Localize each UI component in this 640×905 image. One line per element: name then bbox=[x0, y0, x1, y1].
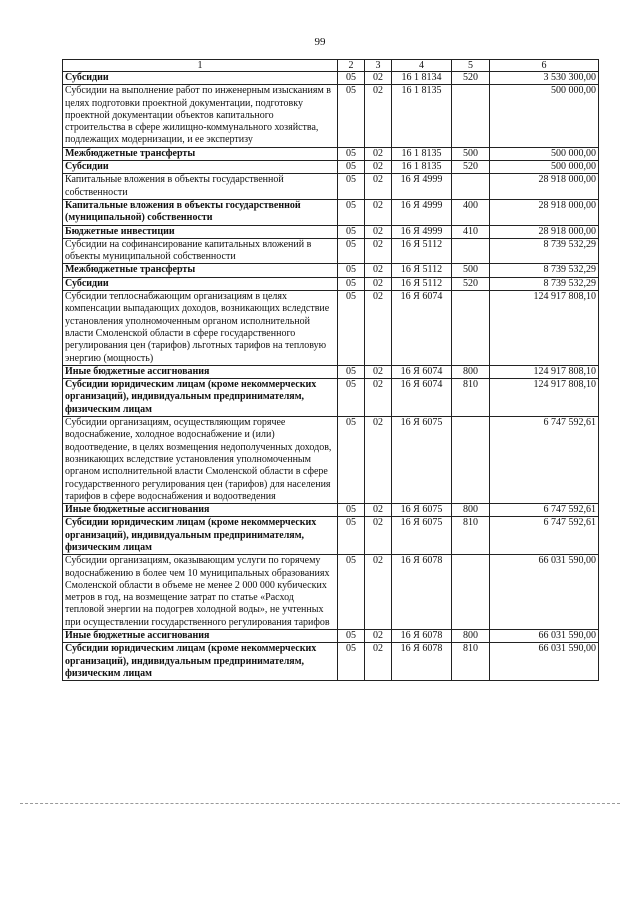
row-expense-type: 520 bbox=[452, 161, 490, 174]
row-name: Бюджетные инвестиции bbox=[63, 225, 338, 238]
row-target-code: 16 1 8135 bbox=[392, 161, 452, 174]
footer-divider bbox=[20, 803, 620, 804]
row-section: 05 bbox=[338, 72, 365, 85]
row-name: Субсидии на софинансирование капитальных вложений в объекты муниципальной собственности bbox=[63, 238, 338, 264]
row-target-code: 16 Я 6074 bbox=[392, 379, 452, 417]
row-target-code: 16 Я 4999 bbox=[392, 199, 452, 225]
row-name: Субсидии юридическим лицам (кроме некоммерческих организаций), индивидуальным предпринимателям, физическим лицам bbox=[63, 517, 338, 555]
row-subsection: 02 bbox=[365, 417, 392, 504]
table-row bbox=[63, 225, 599, 238]
row-name: Иные бюджетные ассигнования bbox=[63, 630, 338, 643]
row-expense-type bbox=[452, 238, 490, 264]
row-amount: 28 918 000,00 bbox=[490, 174, 599, 200]
row-amount: 66 031 590,00 bbox=[490, 643, 599, 681]
table-row bbox=[63, 643, 599, 681]
header-col-5: 5 bbox=[452, 60, 490, 72]
row-name: Субсидии теплоснабжающим организациям в целях компенсации выпадающих доходов, возникающих вследствие установления уполномоченным органом исполнительной власти Смоленской области в сфере государственного регулирования цен (тарифов) льготных тарифов на тепловую энергию (мощность) bbox=[63, 291, 338, 366]
table-row bbox=[63, 555, 599, 630]
row-target-code: 16 Я 6078 bbox=[392, 630, 452, 643]
row-amount: 8 739 532,29 bbox=[490, 264, 599, 277]
row-expense-type: 520 bbox=[452, 72, 490, 85]
row-name: Межбюджетные трансферты bbox=[63, 264, 338, 277]
row-target-code: 16 Я 5112 bbox=[392, 277, 452, 290]
row-expense-type: 410 bbox=[452, 225, 490, 238]
row-expense-type: 400 bbox=[452, 199, 490, 225]
row-name: Субсидии на выполнение работ по инженерным изысканиям в целях подготовки проектной документации, подготовку проектной документации объектов капитального строительства в сфере жилищно-коммунального хозяйства, подлежащих модернизации, и ее экспертизу bbox=[63, 85, 338, 147]
row-name: Субсидии организациям, оказывающим услуги по горячему водоснабжению в более чем 10 муниципальных образованиях Смоленской области в объеме не менее 2 000 000 кубических метров в год, на возмещение затрат по статье «Расход тепловой энергии на подогрев холодной воды», не учтенных при осуществлении государственного регулирования тарифов bbox=[63, 555, 338, 630]
row-subsection: 02 bbox=[365, 643, 392, 681]
row-section: 05 bbox=[338, 504, 365, 517]
row-expense-type bbox=[452, 85, 490, 147]
row-name: Субсидии организациям, осуществляющим горячее водоснабжение, холодное водоснабжение и (или) водоотведение, в целях возмещения недополученных доходов, возникающих вследствие установления уполномоченным органом исполнительной власти Смоленской области в сфере государственного регулирования цен (тарифов) для населения тарифов в сфере водоснабжения и водоотведения bbox=[63, 417, 338, 504]
row-expense-type: 800 bbox=[452, 630, 490, 643]
table-row bbox=[63, 199, 599, 225]
row-expense-type bbox=[452, 417, 490, 504]
row-amount: 8 739 532,29 bbox=[490, 238, 599, 264]
row-name: Субсидии bbox=[63, 72, 338, 85]
row-section: 05 bbox=[338, 238, 365, 264]
header-col-4: 4 bbox=[392, 60, 452, 72]
row-section: 05 bbox=[338, 174, 365, 200]
row-subsection: 02 bbox=[365, 517, 392, 555]
row-section: 05 bbox=[338, 147, 365, 160]
row-target-code: 16 Я 6078 bbox=[392, 555, 452, 630]
row-section: 05 bbox=[338, 555, 365, 630]
row-section: 05 bbox=[338, 417, 365, 504]
row-target-code: 16 Я 6074 bbox=[392, 291, 452, 366]
row-amount: 6 747 592,61 bbox=[490, 504, 599, 517]
header-row bbox=[63, 60, 599, 72]
row-expense-type bbox=[452, 555, 490, 630]
row-expense-type: 800 bbox=[452, 504, 490, 517]
row-subsection: 02 bbox=[365, 147, 392, 160]
row-name: Субсидии bbox=[63, 277, 338, 290]
row-amount: 124 917 808,10 bbox=[490, 291, 599, 366]
row-subsection: 02 bbox=[365, 199, 392, 225]
table-row bbox=[63, 291, 599, 366]
row-section: 05 bbox=[338, 277, 365, 290]
row-target-code: 16 Я 5112 bbox=[392, 264, 452, 277]
row-name: Капитальные вложения в объекты государственной (муниципальной) собственности bbox=[63, 199, 338, 225]
row-section: 05 bbox=[338, 161, 365, 174]
row-section: 05 bbox=[338, 264, 365, 277]
row-target-code: 16 1 8135 bbox=[392, 147, 452, 160]
row-expense-type: 810 bbox=[452, 643, 490, 681]
table-row bbox=[63, 85, 599, 147]
table-row bbox=[63, 504, 599, 517]
row-target-code: 16 Я 6078 bbox=[392, 643, 452, 681]
row-target-code: 16 Я 6075 bbox=[392, 517, 452, 555]
row-name: Капитальные вложения в объекты государственной собственности bbox=[63, 174, 338, 200]
row-subsection: 02 bbox=[365, 264, 392, 277]
row-subsection: 02 bbox=[365, 85, 392, 147]
row-expense-type: 810 bbox=[452, 379, 490, 417]
row-expense-type: 800 bbox=[452, 365, 490, 378]
row-name: Субсидии bbox=[63, 161, 338, 174]
row-amount: 124 917 808,10 bbox=[490, 379, 599, 417]
page-number: 99 bbox=[314, 36, 326, 48]
row-amount: 500 000,00 bbox=[490, 85, 599, 147]
table-row bbox=[63, 630, 599, 643]
row-expense-type: 500 bbox=[452, 264, 490, 277]
row-target-code: 16 Я 4999 bbox=[392, 174, 452, 200]
row-subsection: 02 bbox=[365, 225, 392, 238]
table-row bbox=[63, 238, 599, 264]
row-expense-type bbox=[452, 174, 490, 200]
row-expense-type: 520 bbox=[452, 277, 490, 290]
table-body bbox=[63, 72, 599, 681]
row-section: 05 bbox=[338, 291, 365, 366]
row-expense-type bbox=[452, 291, 490, 366]
row-subsection: 02 bbox=[365, 238, 392, 264]
row-target-code: 16 Я 4999 bbox=[392, 225, 452, 238]
row-target-code: 16 Я 6074 bbox=[392, 365, 452, 378]
row-target-code: 16 Я 5112 bbox=[392, 238, 452, 264]
row-name: Иные бюджетные ассигнования bbox=[63, 504, 338, 517]
header-col-6: 6 bbox=[490, 60, 599, 72]
row-subsection: 02 bbox=[365, 161, 392, 174]
row-section: 05 bbox=[338, 630, 365, 643]
row-amount: 6 747 592,61 bbox=[490, 417, 599, 504]
table-row bbox=[63, 517, 599, 555]
row-name: Субсидии юридическим лицам (кроме некоммерческих организаций), индивидуальным предпринимателям, физическим лицам bbox=[63, 379, 338, 417]
row-name: Межбюджетные трансферты bbox=[63, 147, 338, 160]
row-expense-type: 810 bbox=[452, 517, 490, 555]
row-section: 05 bbox=[338, 379, 365, 417]
budget-table bbox=[62, 59, 599, 681]
row-subsection: 02 bbox=[365, 291, 392, 366]
row-subsection: 02 bbox=[365, 277, 392, 290]
row-target-code: 16 1 8135 bbox=[392, 85, 452, 147]
row-target-code: 16 Я 6075 bbox=[392, 504, 452, 517]
row-subsection: 02 bbox=[365, 504, 392, 517]
row-name: Иные бюджетные ассигнования bbox=[63, 365, 338, 378]
row-amount: 8 739 532,29 bbox=[490, 277, 599, 290]
header-col-3: 3 bbox=[365, 60, 392, 72]
row-amount: 66 031 590,00 bbox=[490, 555, 599, 630]
table-row bbox=[63, 417, 599, 504]
table-row bbox=[63, 147, 599, 160]
row-subsection: 02 bbox=[365, 174, 392, 200]
row-amount: 28 918 000,00 bbox=[490, 225, 599, 238]
row-amount: 3 530 300,00 bbox=[490, 72, 599, 85]
row-section: 05 bbox=[338, 225, 365, 238]
row-subsection: 02 bbox=[365, 365, 392, 378]
table-row bbox=[63, 365, 599, 378]
row-section: 05 bbox=[338, 365, 365, 378]
row-section: 05 bbox=[338, 199, 365, 225]
table-row bbox=[63, 379, 599, 417]
table-row bbox=[63, 72, 599, 85]
row-subsection: 02 bbox=[365, 630, 392, 643]
row-amount: 6 747 592,61 bbox=[490, 517, 599, 555]
row-name: Субсидии юридическим лицам (кроме некоммерческих организаций), индивидуальным предпринимателям, физическим лицам bbox=[63, 643, 338, 681]
row-amount: 28 918 000,00 bbox=[490, 199, 599, 225]
row-subsection: 02 bbox=[365, 72, 392, 85]
row-section: 05 bbox=[338, 517, 365, 555]
row-target-code: 16 1 8134 bbox=[392, 72, 452, 85]
row-amount: 66 031 590,00 bbox=[490, 630, 599, 643]
row-amount: 500 000,00 bbox=[490, 161, 599, 174]
table-row bbox=[63, 277, 599, 290]
row-section: 05 bbox=[338, 643, 365, 681]
row-amount: 124 917 808,10 bbox=[490, 365, 599, 378]
table-row bbox=[63, 161, 599, 174]
header-col-2: 2 bbox=[338, 60, 365, 72]
row-expense-type: 500 bbox=[452, 147, 490, 160]
table-row bbox=[63, 174, 599, 200]
row-amount: 500 000,00 bbox=[490, 147, 599, 160]
row-target-code: 16 Я 6075 bbox=[392, 417, 452, 504]
row-subsection: 02 bbox=[365, 379, 392, 417]
header-col-1: 1 bbox=[63, 60, 338, 72]
row-section: 05 bbox=[338, 85, 365, 147]
row-subsection: 02 bbox=[365, 555, 392, 630]
table-header bbox=[63, 60, 599, 72]
table-row bbox=[63, 264, 599, 277]
